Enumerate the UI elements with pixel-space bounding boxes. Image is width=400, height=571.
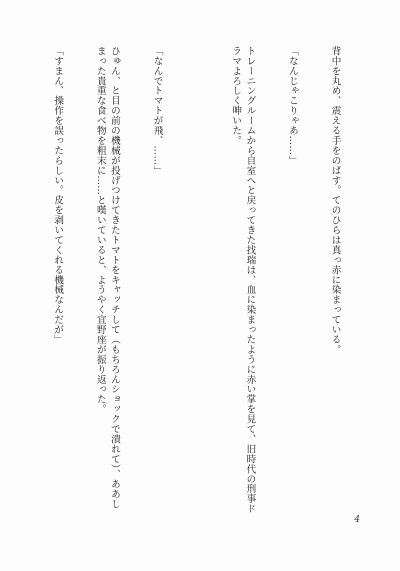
paragraph: ひゅん、と目の前の機械が投げつけてきたトマトをキャッチして（もちろんショックで潰れて）、ああしまった貴重な食べ物を粗末に……と嘆いていると、ようやく宜野座が振り返った。 <box>94 46 120 509</box>
page-number: 4 <box>354 515 360 525</box>
paragraph: 「なんでトマトが飛、……」 <box>151 46 163 176</box>
text-column-right <box>220 46 370 516</box>
paragraph: 背中を丸め、震える手をのばす。てのひらは真っ赤に染まっている。 <box>329 46 341 355</box>
paragraph: トレーニングルームから自室へと戻ってきた找瑞は、血に染まったように赤い掌を見て、旧時代の刑事ドラマよろしく呻いた。 <box>230 46 256 514</box>
paragraph: 「なんじゃこりゃあ……」 <box>286 46 298 166</box>
paragraph: 「すまん、操作を誤ったらしい。皮を剥いてくれる機械なんだが」 <box>52 46 64 345</box>
text-column-left <box>42 46 192 516</box>
